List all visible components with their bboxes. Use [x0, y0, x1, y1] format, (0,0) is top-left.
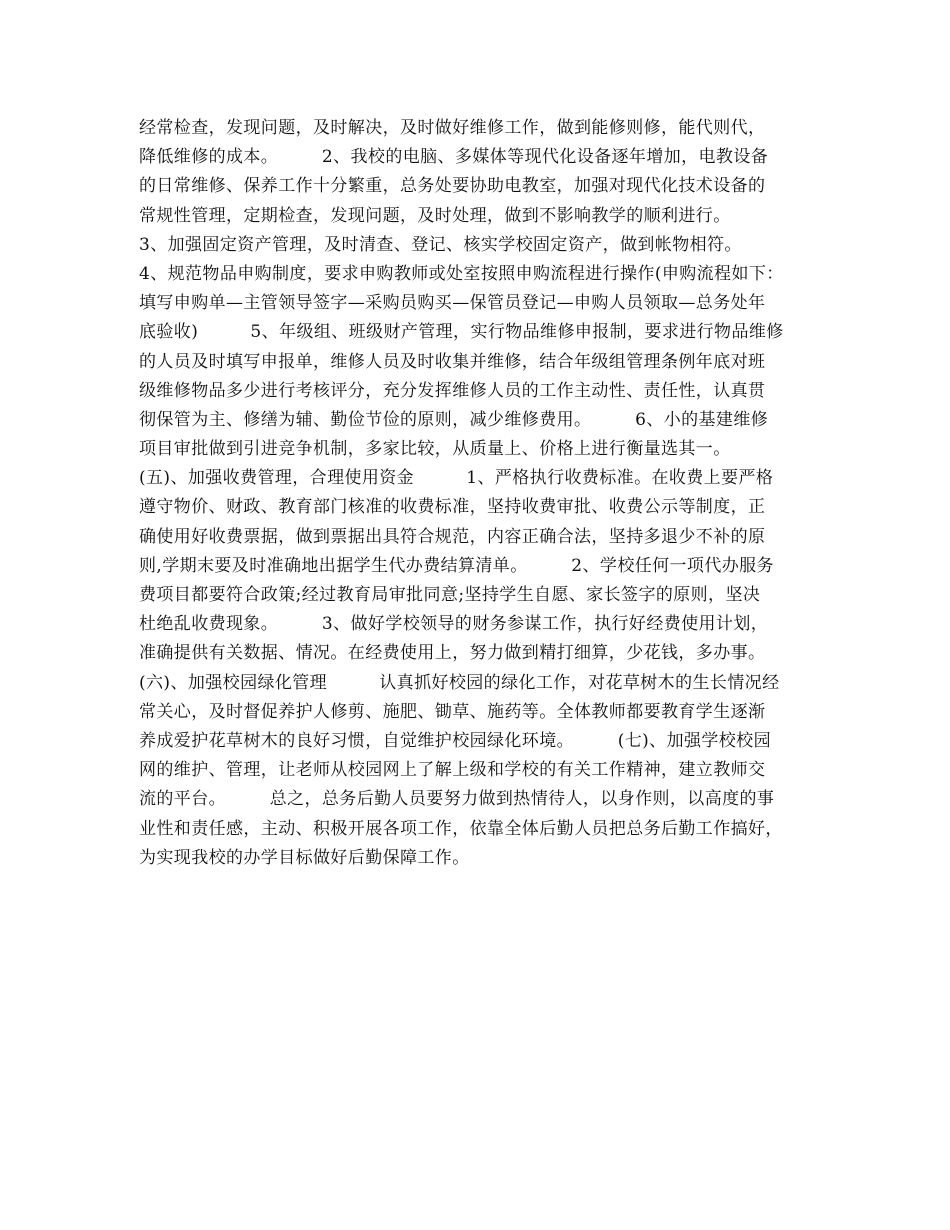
text-line-4: 常规性管理，定期检查，发现问题，及时处理，做到不影响教学的顺利进行。 — [139, 205, 731, 226]
text-line-19: 准确提供有关数据、情况。在经费使用上，努力做到精打细算，少花钱，多办事。 — [139, 643, 766, 664]
text-line-23: 网的维护、管理，让老师从校园网上了解上级和学校的有关工作精神，建立教师交 — [139, 760, 766, 781]
text-line-1: 经常检查，发现问题，及时解决，及时做好维修工作，做到能修则修，能代则代， — [139, 118, 766, 138]
body-text — [139, 114, 839, 873]
text-line-26: 为实现我校的办学目标做好后勤保障工作。 — [139, 847, 470, 868]
text-line-11: 彻保管为主、修缮为辅、勤俭节俭的原则，减少维修费用。 6、小的基建维修 — [139, 409, 769, 430]
text-line-8: 底验收) 5、年级组、班级财产管理，实行物品维修申报制，要求进行物品维修 — [139, 322, 784, 343]
text-line-5: 3、加强固定资产管理，及时清查、登记、核实学校固定资产，做到帐物相符。 — [139, 234, 742, 255]
text-line-10: 级维修物品多少进行考核评分，充分发挥维修人员的工作主动性、责任性，认真贯 — [139, 380, 766, 401]
text-line-16: 则,学期末要及时准确地出据学生代办费结算清单。 2、学校任何一项代办服务 — [139, 555, 774, 576]
text-line-2: 降低维修的成本。 2、我校的电脑、多媒体等现代化设备逐年增加，电教设备 — [139, 147, 769, 168]
text-line-12: 项目审批做到引进竞争机制，多家比较，从质量上、价格上进行衡量选其一。 — [139, 439, 731, 460]
text-line-3: 的日常维修、保养工作十分繁重，总务处要协助电教室，加强对现代化技术设备的 — [139, 176, 766, 197]
text-line-18: 杜绝乱收费现象。 3、做好学校领导的财务参谋工作，执行好经费使用计划， — [139, 614, 769, 635]
text-line-25: 业性和责任感，主动、积极开展各项工作，依靠全体后勤人员把总务后勤工作搞好， — [139, 818, 783, 839]
text-line-24: 流的平台。 总之，总务后勤人员要努力做到热情待人，以身作则，以高度的事 — [139, 789, 775, 810]
text-line-21: 常关心，及时督促养护人修剪、施肥、锄草、施药等。全体教师都要教育学生逐渐 — [139, 701, 766, 722]
text-line-20: (六)、加强校园绿化管理 认真抓好校园的绿化工作，对花草树木的生长情况经 — [139, 672, 780, 693]
text-line-14: 遵守物价、财政、教育部门核准的收费标准，坚持收费审批、收费公示等制度，正 — [139, 497, 766, 518]
text-line-6: 4、规范物品申购制度，要求申购教师或处室按照申购流程进行操作(申购流程如下： — [139, 263, 784, 284]
text-line-15: 确使用好收费票据，做到票据出具符合规范，内容正确合法，坚持多退少不补的原 — [139, 526, 766, 547]
text-line-13: (五)、加强收费管理，合理使用资金 1、严格执行收费标准。在收费上要严格 — [139, 468, 774, 489]
text-line-7: 填写申购单—主管领导签字—采购员购买—保管员登记—申购人员领取—总务处年 — [139, 293, 766, 314]
text-line-9: 的人员及时填写申报单，维修人员及时收集并维修，结合年级组管理条例年底对班 — [139, 351, 766, 372]
text-line-22: 养成爱护花草树木的良好习惯，自觉维护校园绿化环境。 (七)、加强学校校园 — [139, 730, 771, 751]
text-line-17: 费项目都要符合政策;经过教育局审批同意;坚持学生自愿、家长签字的原则，坚决 — [139, 585, 761, 605]
